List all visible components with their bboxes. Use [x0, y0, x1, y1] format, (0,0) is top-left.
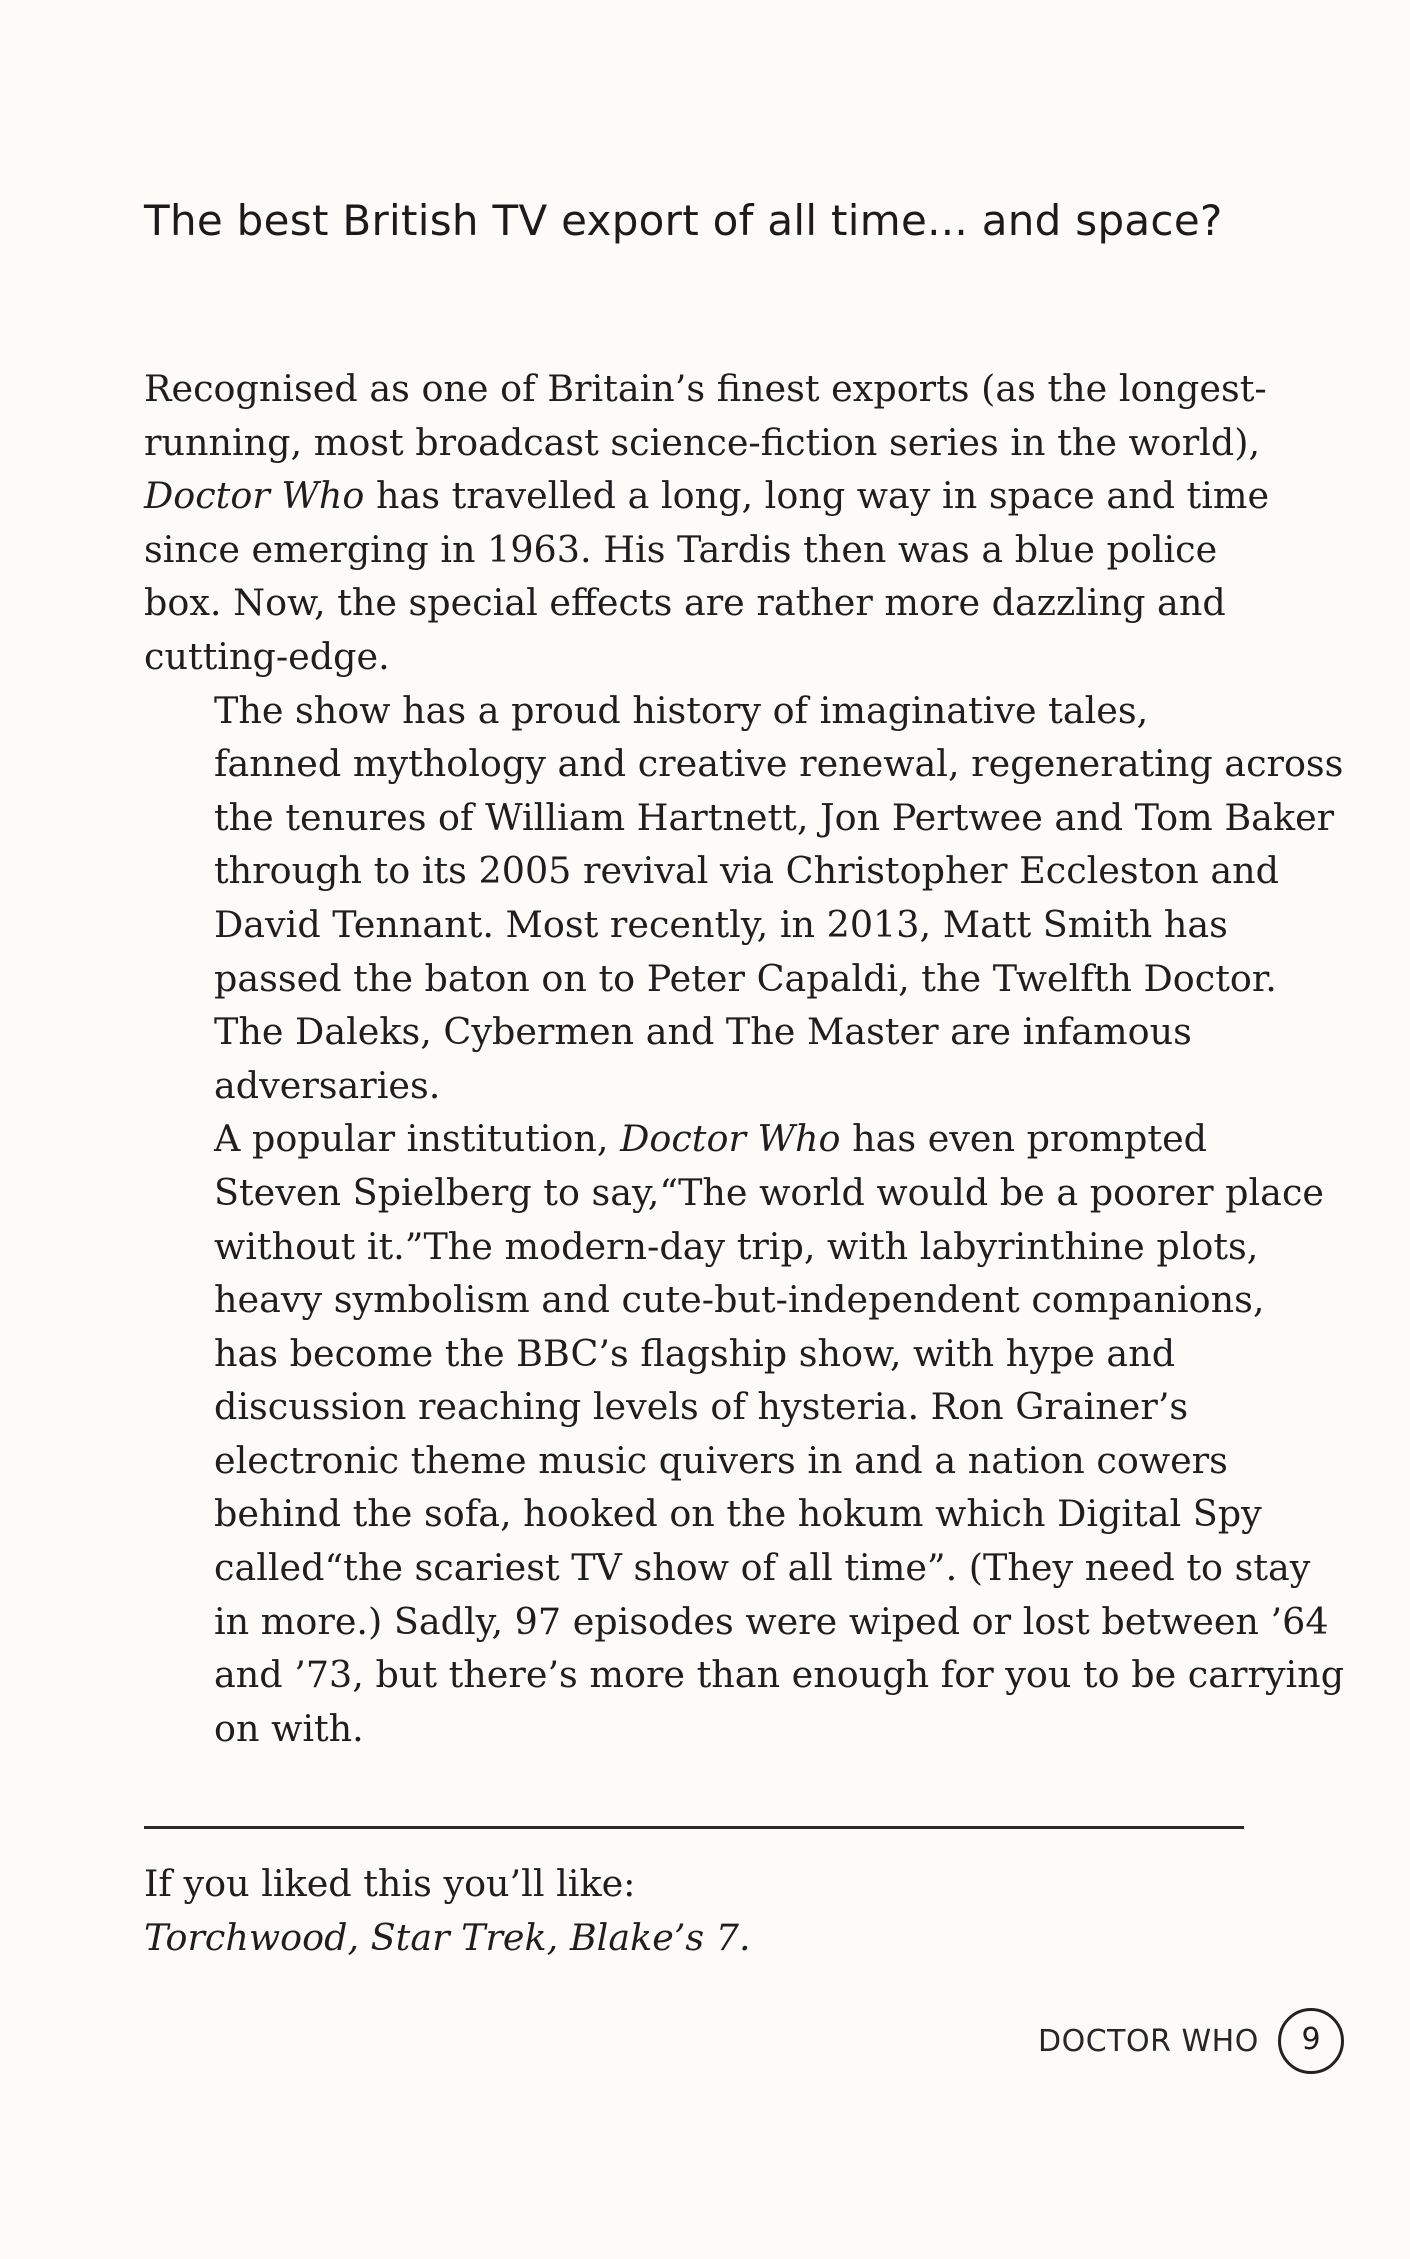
text-line [144, 1059, 1244, 1113]
text-segment: and ’73, but there’s more than enough for you to be carrying [214, 1653, 1345, 1697]
text-line [144, 844, 1280, 898]
text-segment: Steven Spielberg to say,“The world would be a poorer place [214, 1170, 1324, 1214]
text-segment: on with. [214, 1706, 364, 1750]
running-footer-title: DOCTOR WHO [1038, 2024, 1259, 2059]
recommendation-intro: If you liked this you’ll like: [144, 1862, 636, 1905]
text-line [144, 1380, 1244, 1434]
text-line [144, 523, 1244, 577]
recommendation-box [144, 1857, 751, 1965]
text-segment: passed the baton on to Peter Capaldi, the Twelfth Doctor. [214, 956, 1277, 1000]
section-heading: The best British TV export of all time... and space? [144, 196, 1223, 245]
text-line [144, 416, 1261, 470]
text-segment: behind the sofa, hooked on the hokum which Digital Spy [214, 1492, 1262, 1536]
text-segment: running, most broadcast science-fiction series in the world), [144, 420, 1261, 464]
text-line [144, 362, 1267, 416]
paragraph-3 [144, 1112, 1345, 1755]
text-line [144, 630, 1244, 684]
text-line [144, 1166, 1324, 1220]
text-segment: has travelled a long, long way in space and time [364, 474, 1270, 518]
text-line [144, 898, 1244, 952]
text-segment: without it.”The modern-day trip, with labyrinthine plots, [214, 1224, 1259, 1268]
text-line [144, 1648, 1345, 1702]
text-segment: Recognised as one of Britain’s finest exports (as the longest- [144, 367, 1267, 410]
text-line [144, 1541, 1311, 1595]
text-segment: electronic theme music quivers in and a nation cowers [214, 1438, 1228, 1482]
text-segment: through to its 2005 revival via Christopher Eccleston and [214, 849, 1280, 893]
text-line [144, 1112, 1244, 1166]
text-line [144, 1005, 1244, 1059]
text-line [144, 1434, 1244, 1488]
text-segment: adversaries. [214, 1063, 441, 1107]
text-line [144, 737, 1344, 791]
text-segment: discussion reaching levels of hysteria. Ron Grainer’s [214, 1385, 1189, 1429]
text-line [144, 1595, 1329, 1649]
text-segment: David Tennant. Most recently, in 2013, Matt Smith has [214, 902, 1228, 946]
text-segment: A popular institution, [214, 1117, 621, 1161]
italic-title: Doctor Who [620, 1117, 841, 1161]
text-line [144, 1327, 1244, 1381]
text-segment: has even prompted [840, 1117, 1208, 1161]
article-body [144, 362, 1345, 1755]
paragraph-2 [144, 684, 1344, 1113]
text-line [144, 1273, 1265, 1327]
text-segment: heavy symbolism and cute-but-independent companions, [214, 1278, 1265, 1322]
text-segment: box. Now, the special effects are rather more dazzling and [144, 581, 1226, 625]
page-number-circle: 9 [1278, 2008, 1344, 2074]
recommendation-titles: Torchwood, Star Trek, Blake’s 7. [144, 1916, 751, 1959]
horizontal-divider [144, 1826, 1244, 1829]
text-line [144, 791, 1335, 845]
text-line [144, 952, 1277, 1006]
paragraph-1 [144, 362, 1270, 684]
text-line [144, 1220, 1259, 1274]
text-segment: since emerging in 1963. His Tardis then was a blue police [144, 527, 1218, 571]
text-segment: in more.) Sadly, 97 episodes were wiped or lost between ’64 [214, 1599, 1329, 1643]
text-segment: has become the BBC’s flagship show, with hype and [214, 1331, 1176, 1375]
text-segment: called“the scariest TV show of all time”. (They need to stay [214, 1546, 1311, 1590]
text-segment: the tenures of William Hartnett, Jon Pertwee and Tom Baker [214, 795, 1335, 839]
text-segment: cutting-edge. [144, 634, 390, 678]
text-segment: The show has a proud history of imaginative tales, [214, 688, 1149, 732]
text-line [144, 1702, 1244, 1756]
text-segment: The Daleks, Cybermen and The Master are infamous [214, 1010, 1192, 1054]
text-line [144, 684, 1244, 738]
text-line [144, 1487, 1262, 1541]
text-segment: fanned mythology and creative renewal, regenerating across [214, 742, 1344, 786]
italic-title: Doctor Who [144, 474, 365, 518]
text-line [144, 576, 1244, 630]
text-line [144, 469, 1270, 523]
